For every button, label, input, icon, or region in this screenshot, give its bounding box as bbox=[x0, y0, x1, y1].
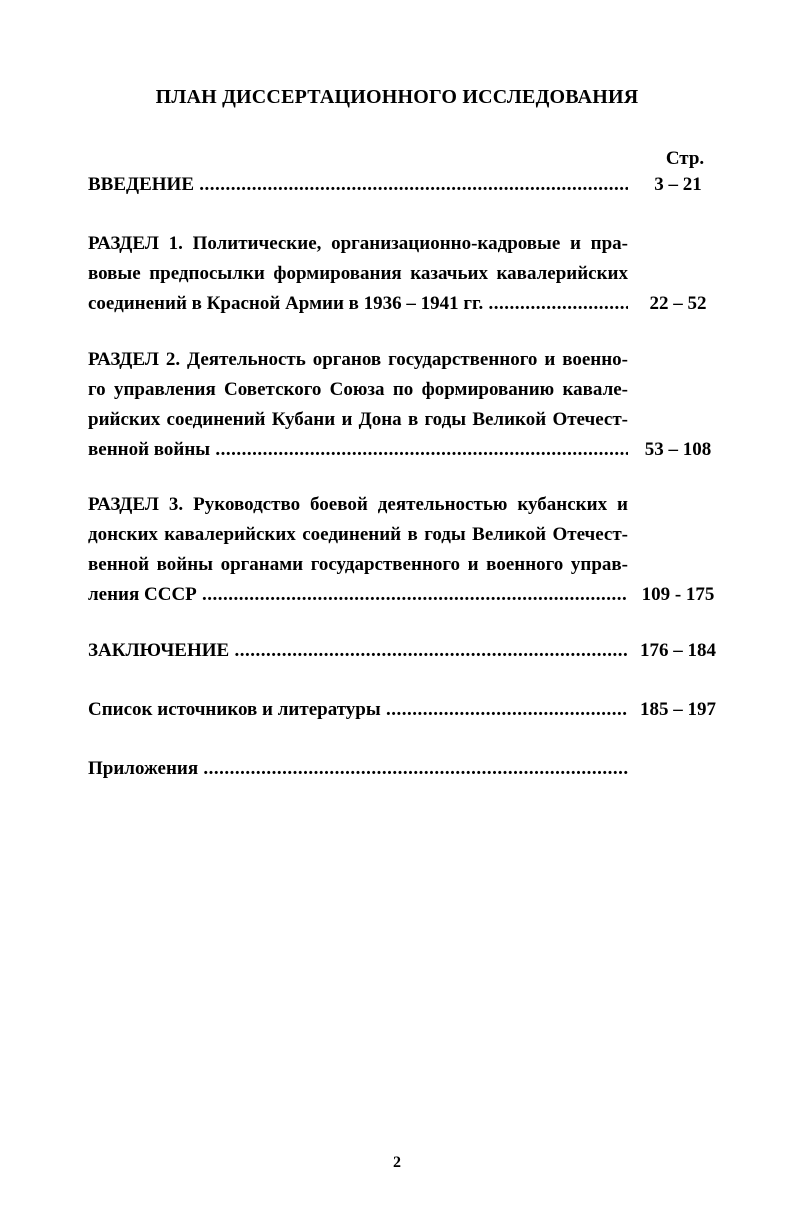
toc-entry-line: РАЗДЕЛ 2. Деятельность органов государственного и военно- bbox=[88, 349, 628, 370]
toc-entry-section-2[interactable] bbox=[88, 345, 728, 465]
toc-entry-sources[interactable] bbox=[88, 695, 728, 725]
toc-entry-last-line bbox=[88, 289, 728, 319]
toc-entry-conclusion[interactable] bbox=[88, 636, 728, 666]
toc-entry-pages: 109 - 175 bbox=[641, 584, 715, 605]
page-number: 2 bbox=[393, 1154, 401, 1171]
toc-entry-last-line bbox=[88, 695, 728, 725]
toc-entry-pages: 185 – 197 bbox=[640, 699, 716, 720]
toc-entry-title: Приложения ..... bbox=[88, 754, 628, 784]
toc-entry-appendix[interactable] bbox=[88, 754, 728, 784]
toc-entry-title: ВВЕДЕНИЕ ..... bbox=[88, 170, 628, 200]
toc-entry-line: вовые предпосылки формирования казачьих кавалерийских bbox=[88, 263, 628, 284]
toc-entry-line: рийских соединений Кубани и Дона в годы Великой Отечест- bbox=[88, 409, 628, 430]
toc-entry-line: венной войны органами государственного и военного управ- bbox=[88, 554, 628, 575]
toc-entry-section-3[interactable] bbox=[88, 490, 728, 610]
pages-column-header: Стр. bbox=[665, 148, 705, 169]
toc-entry-pages: 3 – 21 bbox=[654, 174, 702, 195]
toc-entry-title: соединений в Красной Армии в 1936 – 1941 гг. ..... bbox=[88, 289, 628, 319]
toc-entry-pages: 22 – 52 bbox=[649, 293, 707, 314]
toc-entry-title: ЗАКЛЮЧЕНИЕ ..... bbox=[88, 636, 628, 666]
toc-entry-last-line bbox=[88, 435, 728, 465]
toc-entry-line: го управления Советского Союза по формированию кавале- bbox=[88, 379, 628, 400]
toc-entry-pages: 176 – 184 bbox=[640, 640, 716, 661]
toc-entry-title: венной войны ..... bbox=[88, 435, 628, 465]
page-title: ПЛАН ДИССЕРТАЦИОННОГО ИССЛЕДОВАНИЯ bbox=[155, 86, 639, 108]
toc-entry-line: РАЗДЕЛ 3. Руководство боевой деятельностью кубанских и bbox=[88, 494, 628, 515]
toc-entry-last-line bbox=[88, 636, 728, 666]
toc-entry-last-line bbox=[88, 580, 728, 610]
toc-entry-line: РАЗДЕЛ 1. Политические, организационно-кадровые и пра- bbox=[88, 233, 628, 254]
toc-entry-last-line bbox=[88, 170, 728, 200]
toc-entry-title: Список источников и литературы ..... bbox=[88, 695, 628, 725]
toc-entry-title: ления СССР ..... bbox=[88, 580, 628, 610]
toc-entry-section-1[interactable] bbox=[88, 229, 728, 319]
toc-entry-intro[interactable] bbox=[88, 170, 728, 200]
toc-entry-last-line bbox=[88, 754, 728, 784]
toc-entry-line: донских кавалерийских соединений в годы Великой Отечест- bbox=[88, 524, 628, 545]
toc-entry-pages: 53 – 108 bbox=[644, 439, 712, 460]
